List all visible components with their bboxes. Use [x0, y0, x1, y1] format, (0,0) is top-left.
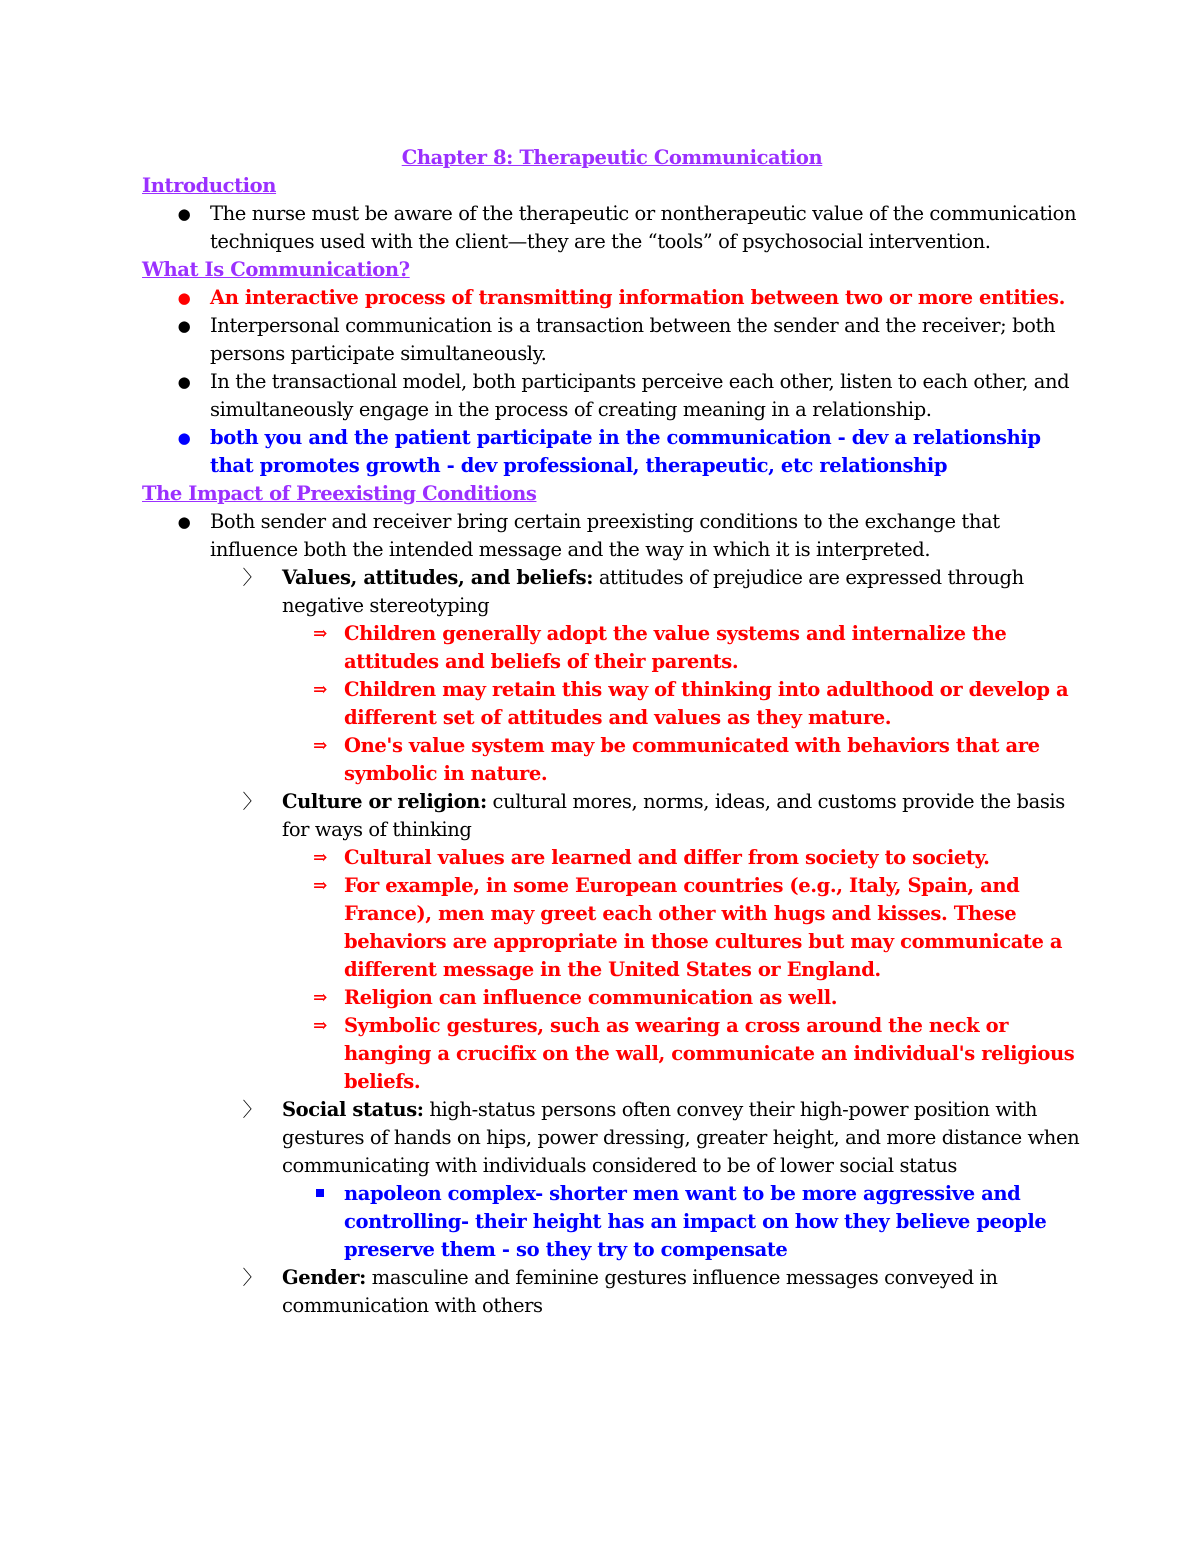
bullet-arrow-icon: ⇒ — [313, 624, 327, 644]
list-item-text: The nurse must be aware of the therapeutic or nontherapeutic value of the communication techniques used with the client—they are the “tools” of psychosocial intervention. — [210, 202, 1077, 253]
list-item-text: An interactive process of transmitting information between two or more entities. — [210, 286, 1065, 309]
bullet-chevron-icon: 〉 — [242, 790, 262, 813]
bullet-chevron-icon: 〉 — [242, 566, 262, 589]
condition-text: masculine and feminine gestures influence messages conveyed in communication with others — [282, 1266, 998, 1317]
bullet-dot-icon: ● — [177, 289, 191, 307]
note-text: Cultural values are learned and differ from society to society. — [344, 846, 990, 869]
page-title: Chapter 8: Therapeutic Communication — [401, 146, 823, 169]
note-text: Religion can influence communication as well. — [344, 986, 838, 1009]
heading-what-is-communication: What Is Communication? — [142, 258, 410, 281]
list-item — [177, 508, 1082, 1320]
condition-item — [242, 1264, 1082, 1320]
note-item — [313, 844, 1082, 872]
bullet-arrow-icon: ⇒ — [313, 876, 327, 896]
list-item-text: Both sender and receiver bring certain preexisting conditions to the exchange that influence both the intended message and the way in which it is interpreted. — [210, 510, 1000, 561]
condition-term: Social status: — [282, 1098, 424, 1121]
condition-text: cultural mores, norms, ideas, and customs provide the basis for ways of thinking — [282, 790, 1065, 841]
list-item — [177, 200, 1082, 256]
bullet-square-icon — [308, 1180, 332, 1208]
list-item — [177, 424, 1082, 480]
list-item-text: In the transactional model, both participants perceive each other, listen to each other, and simultaneously engage in the process of creating meaning in a relationship. — [210, 370, 1070, 421]
note-item — [313, 620, 1082, 676]
note-item — [313, 732, 1082, 788]
bullet-arrow-icon: ⇒ — [313, 1016, 327, 1036]
condition-term: Culture or religion: — [282, 790, 487, 813]
bullet-arrow-icon: ⇒ — [313, 736, 327, 756]
list-item-text: Interpersonal communication is a transaction between the sender and the receiver; both persons participate simultaneously. — [210, 314, 1056, 365]
bullet-dot-icon: ● — [177, 429, 191, 447]
condition-text: high-status persons often convey their high-power position with gestures of hands on hips, power dressing, greater height, and more distance when communicating with individuals considered to be of lower social status — [282, 1098, 1080, 1177]
conditions-list — [210, 564, 1082, 1320]
condition-item — [242, 564, 1082, 788]
introduction-list — [142, 200, 1082, 256]
bullet-arrow-icon: ⇒ — [313, 848, 327, 868]
bullet-dot-icon: ● — [177, 205, 191, 223]
condition-item — [242, 788, 1082, 1096]
condition-term: Values, attitudes, and beliefs: — [282, 566, 594, 589]
note-item — [344, 1180, 1082, 1264]
note-text: Children generally adopt the value systems and internalize the attitudes and beliefs of their parents. — [344, 622, 1007, 673]
note-text: Symbolic gestures, such as wearing a cross around the neck or hanging a crucifix on the wall, communicate an individual's religious beliefs. — [344, 1014, 1075, 1093]
note-text: One's value system may be communicated with behaviors that are symbolic in nature. — [344, 734, 1040, 785]
note-item — [313, 872, 1082, 984]
bullet-chevron-icon: 〉 — [242, 1266, 262, 1289]
condition-notes — [282, 1180, 1082, 1264]
note-item — [313, 1012, 1082, 1096]
document-body — [142, 144, 1082, 1320]
note-item — [313, 984, 1082, 1012]
bullet-dot-icon: ● — [177, 373, 191, 391]
what-is-communication-list — [142, 284, 1082, 480]
condition-item — [242, 1096, 1082, 1264]
heading-introduction: Introduction — [142, 174, 277, 197]
bullet-chevron-icon: 〉 — [242, 1098, 262, 1121]
condition-notes — [282, 620, 1082, 788]
note-item — [313, 676, 1082, 732]
list-item — [177, 312, 1082, 368]
condition-text: attitudes of prejudice are expressed through negative stereotyping — [282, 566, 1024, 617]
note-text: napoleon complex- shorter men want to be more aggressive and controlling- their height has an impact on how they believe people preserve them - so they try to compensate — [344, 1182, 1047, 1261]
bullet-dot-icon: ● — [177, 317, 191, 335]
bullet-arrow-icon: ⇒ — [313, 988, 327, 1008]
bullet-arrow-icon: ⇒ — [313, 680, 327, 700]
condition-notes — [282, 844, 1082, 1096]
bullet-dot-icon: ● — [177, 513, 191, 531]
note-text: For example, in some European countries (e.g., Italy, Spain, and France), men may greet each other with hugs and kisses. These behaviors are appropriate in those cultures but may communicate a different message in the United States or England. — [344, 874, 1063, 981]
list-item — [177, 368, 1082, 424]
impact-list — [142, 508, 1082, 1320]
note-text: Children may retain this way of thinking into adulthood or develop a different set of attitudes and values as they mature. — [344, 678, 1069, 729]
list-item-text: both you and the patient participate in the communication - dev a relationship that promotes growth - dev professional, therapeutic, etc relationship — [210, 426, 1041, 477]
list-item — [177, 284, 1082, 312]
condition-term: Gender: — [282, 1266, 366, 1289]
heading-impact-of-preexisting-conditions: The Impact of Preexisting Conditions — [142, 482, 537, 505]
